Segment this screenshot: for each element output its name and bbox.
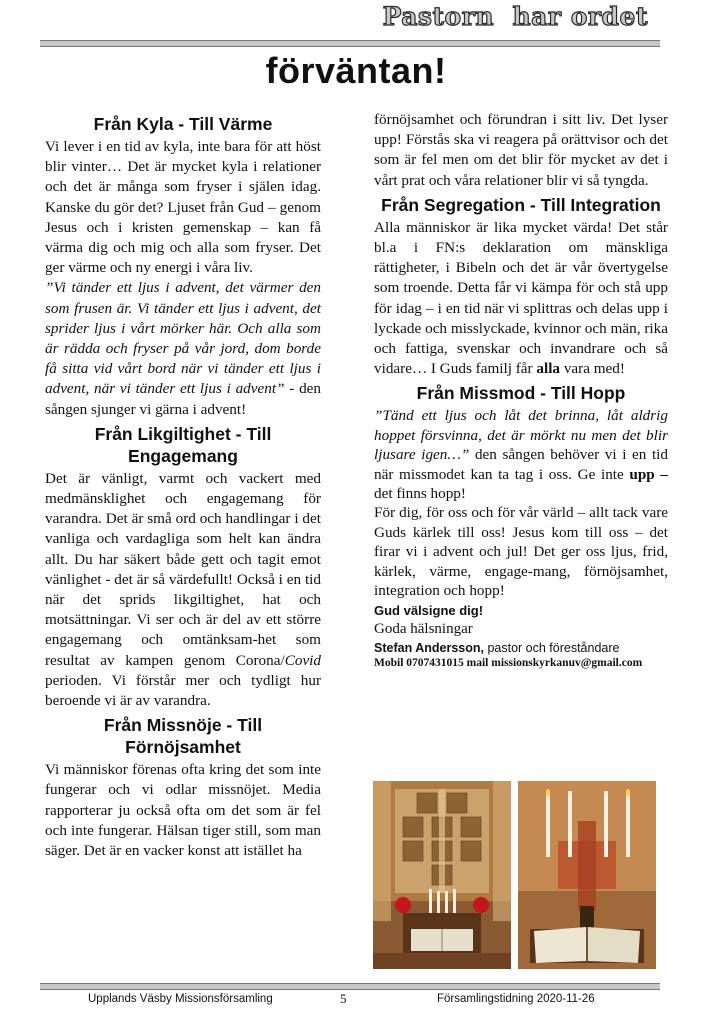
church-altar-photo xyxy=(373,781,511,969)
paragraph-engagemang: Det är vänligt, varmt och vackert med medmänsklighet och engagemang för varandra. Det är små ord och handlingar i det vanliga och vardagliga som helt kan ändra allt. Du har säkert både gett och tagit emot vänlighet - det är så värdefullt! Också i en tid när det sprids likgiltighet, hat och motsättningar. Vi ser och är del av ett större engagemang och omtänksam-het som resultat av kampen genom Corona/Covid perioden. Vi förstår mer och tydligt hur beroende vi är av varandra. xyxy=(45,469,321,710)
section-header: Pastorn har ordet xyxy=(382,2,648,31)
heading-missnoje-fornojsamhet: Från Missnöje - Till Förnöjsamhet xyxy=(103,715,263,758)
heading-segregation-integration: Från Segregation - Till Integration xyxy=(381,194,661,215)
paragraph-for-dig: För dig, för oss och för vår värld – allt tack vare Guds kärlek till oss! Jesus kom till oss – det firar vi i advent och jul! Det ger oss ljus, frid, kärlek, värme, engage-mang, förnöjsamhet, integration och hopp! xyxy=(374,504,668,600)
paragraph-kyla: Vi lever i en tid av kyla, inte bara för att höst blir vinter… Det är mycket kyla i relationer och det är många som fryser i själen idag. Kanske du gör det? Ljuset från Gud – genom Jesus och i kristen gemenskap – kan få värma dig och mig och alla som fryser. Det ger värme och ny energi i våra liv. ”Vi tänder ett ljus i advent, det värmer den som frusen är. Vi tänder ett ljus i advent, det sprider ljus i vårt mörker här. Och alla som är rädda och fryser på vår jord, dom borde få sitta vid vårt bord när vi tänder ett ljus i advent, när vi tänder ett ljus i advent” - den sången sjunger vi gärna i advent! xyxy=(45,138,321,418)
left-column xyxy=(45,110,321,861)
footer-page-number: 5 xyxy=(340,991,347,1006)
bottom-rule xyxy=(40,983,660,990)
footer-organization: Upplands Väsby Missionsförsamling xyxy=(88,993,273,1005)
heading-kyla-varme: Från Kyla - Till Värme xyxy=(93,114,273,134)
paragraph-fornojsamhet-cont: förnöjsamhet och förundran i sitt liv. Det lyser upp! Förstås ska vi reagera på orättvisor och det som är fel men om det blir för mycket av det i vårt prat och våra relationer blir vi så tyngda. xyxy=(374,111,668,189)
photos xyxy=(373,781,656,969)
paragraph-hopp: ”Tänd ett ljus och låt det brinna, låt aldrig hoppet försvinna, det är mörkt nu men det blir ljusare igen…” den sången behöver vi i en tid när missmodet kan ta tag i oss. Ge inte upp – det finns hopp! xyxy=(374,407,668,503)
quote-advent-song: ”Vi tänder ett ljus i advent, det värmer den som frusen är. Vi tänder ett ljus i advent, det sprider ljus i vårt mörker här. Och alla som är rädda och fryser på vår jord, dom borde få sitta vid vårt bord när vi tänder ett ljus i advent, när vi tänder ett ljus i advent” xyxy=(45,279,321,398)
heading-likgiltighet-engagemang: Från Likgiltighet - Till Engagemang xyxy=(94,423,272,466)
footer-issue: Församlingstidning 2020-11-26 xyxy=(437,993,595,1005)
page-title: förväntan! xyxy=(265,50,447,91)
blessing: Gud välsigne dig! xyxy=(374,602,484,618)
signature-line: Stefan Andersson, pastor och föreståndare xyxy=(374,640,620,655)
paragraph-integration: Alla människor är lika mycket värda! Det står bl.a i FN:s deklaration om mänskliga rättigheter, i Bibeln och det är vår övertygelse som troende. Detta får vi kämpa för och stå upp för idag – i en tid när vi splittras och delas upp i lyckade och misslyckade, kvinnor och män, rika och fattiga, svenskar och invandrare och så vidare… I Guds familj får alla vara med! xyxy=(374,218,668,378)
contact-line: Mobil 0707431015 mail missionskyrkanuv@gmail.com xyxy=(374,656,643,669)
advent-candles-bible-photo xyxy=(518,781,656,969)
paragraph-missnoje: Vi människor förenas ofta kring det som inte fungerar och vi odlar missnöjet. Media rapporterar ju också ofta om det som är fel och inte fungerar. Hälsan tiger still, som man säger. Det är en vacker konst att istället ha xyxy=(45,761,321,860)
heading-missmod-hopp: Från Missmod - Till Hopp xyxy=(416,383,626,404)
top-rule xyxy=(40,40,660,47)
right-column xyxy=(374,110,668,671)
quote-tand-ett-ljus: ”Tänd ett ljus och låt det brinna, låt aldrig hoppet försvinna, det är mörkt nu men det blir ljusare igen…” xyxy=(374,407,668,464)
greeting: Goda hälsningar xyxy=(374,620,473,637)
